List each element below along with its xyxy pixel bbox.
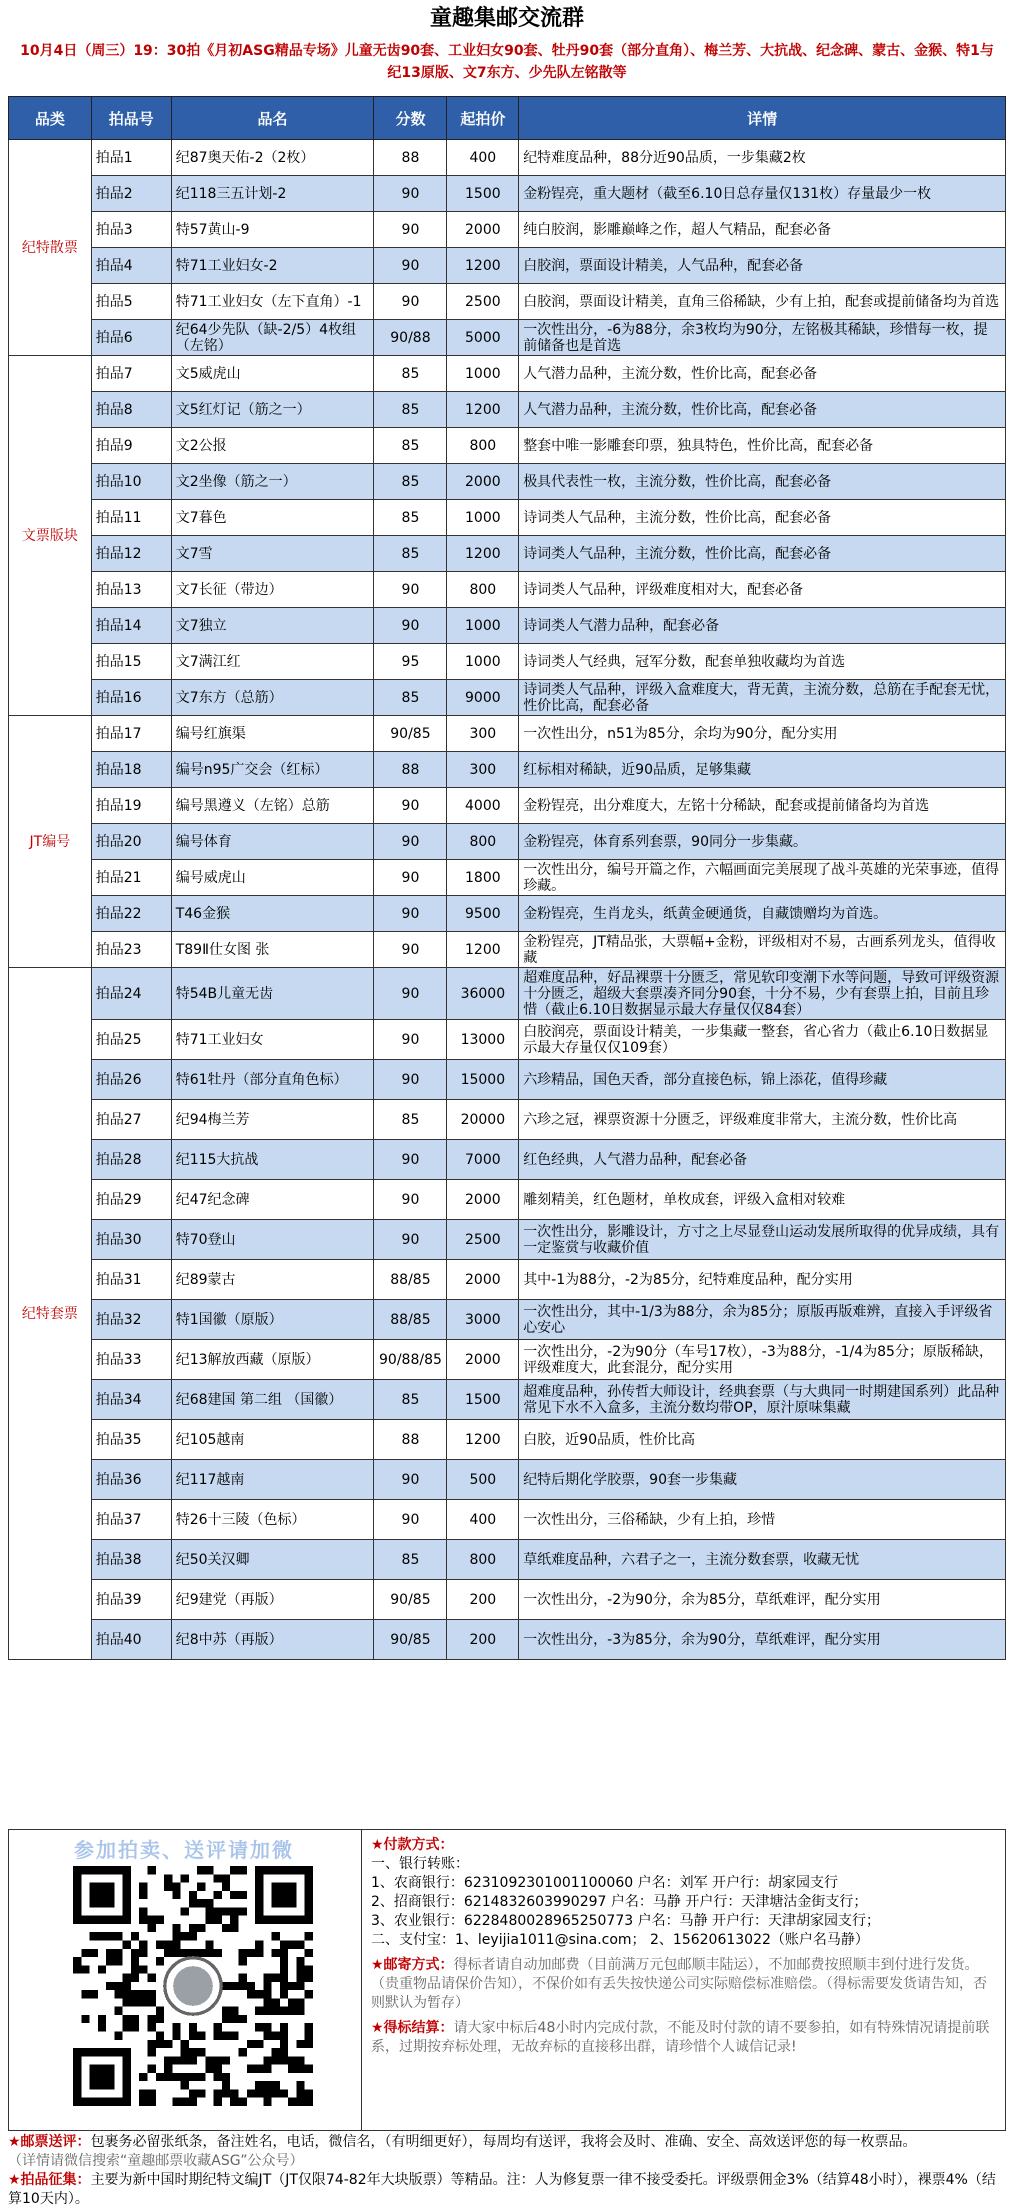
name-cell: 文2公报 <box>171 428 374 464</box>
price-cell: 36000 <box>447 968 519 1020</box>
name-cell: 纪8中苏（再版） <box>171 1620 374 1660</box>
name-cell: 纪115大抗战 <box>171 1140 374 1180</box>
name-cell: 纪9建党（再版） <box>171 1580 374 1620</box>
winner-label: ★得标结算： <box>371 2020 454 2036</box>
table-header-row <box>9 97 1006 140</box>
auction-table <box>8 96 1006 1660</box>
table-row <box>9 1300 1006 1340</box>
name-cell: 纪64少先队（缺-2/5）4枚组（左铭） <box>171 320 374 356</box>
price-cell: 1000 <box>447 500 519 536</box>
detail-cell: 一次性出分，三俗稀缺，少有上拍，珍惜 <box>519 1500 1006 1540</box>
score-cell: 88/85 <box>374 1300 447 1340</box>
lot-cell: 拍品17 <box>91 716 171 752</box>
detail-cell: 一次性出分，其中-1/3为88分，余为85分；原版再版难辨，直接入手评级省心安心 <box>519 1300 1006 1340</box>
collect-info <box>8 2171 1006 2209</box>
price-cell: 300 <box>447 716 519 752</box>
score-cell: 90 <box>374 788 447 824</box>
table-row <box>9 284 1006 320</box>
table-row <box>9 1620 1006 1660</box>
header-score: 分数 <box>374 97 447 140</box>
lot-cell: 拍品22 <box>91 896 171 932</box>
category-cell: 纪特套票 <box>9 968 92 1660</box>
detail-cell: 雕刻精美，红色题材，单枚成套，评级入盒相对较难 <box>519 1180 1006 1220</box>
lot-cell: 拍品38 <box>91 1540 171 1580</box>
lot-cell: 拍品40 <box>91 1620 171 1660</box>
table-row <box>9 1500 1006 1540</box>
detail-cell: 一次性出分，-6为88分，余3枚均为90分，左铭极其稀缺，珍惜每一枚，提前储备也是首选 <box>519 320 1006 356</box>
name-cell: 文7独立 <box>171 608 374 644</box>
name-cell: 纪50关汉卿 <box>171 1540 374 1580</box>
name-cell: 文5红灯记（筋之一） <box>171 392 374 428</box>
detail-cell: 一次性出分，-2为90分（车号17枚），-3为88分，-1/4为85分；原版稀缺，评级难度大，此套混分，配分实用 <box>519 1340 1006 1380</box>
score-cell: 90 <box>374 608 447 644</box>
header-lot: 拍品号 <box>91 97 171 140</box>
auction-table-body <box>9 140 1006 1660</box>
lot-cell: 拍品32 <box>91 1300 171 1340</box>
send-info <box>8 2133 1006 2152</box>
table-row <box>9 716 1006 752</box>
score-cell: 85 <box>374 680 447 716</box>
name-cell: 纪94梅兰芳 <box>171 1100 374 1140</box>
table-row <box>9 1580 1006 1620</box>
detail-cell: 诗词类人气经典，冠军分数，配套单独收藏均为首选 <box>519 644 1006 680</box>
table-row <box>9 248 1006 284</box>
score-cell: 90/85 <box>374 1580 447 1620</box>
score-cell: 85 <box>374 392 447 428</box>
table-row <box>9 1140 1006 1180</box>
price-cell: 2000 <box>447 212 519 248</box>
score-cell: 85 <box>374 428 447 464</box>
detail-cell: 诗词类人气潜力品种，配套必备 <box>519 608 1006 644</box>
collect-label: ★拍品征集： <box>8 2172 91 2188</box>
name-cell: 文7满江红 <box>171 644 374 680</box>
table-row <box>9 644 1006 680</box>
name-cell: 特71工业妇女 <box>171 1020 374 1060</box>
price-cell: 9500 <box>447 896 519 932</box>
name-cell: 纪87奥天佑-2（2枚） <box>171 140 374 176</box>
price-cell: 1200 <box>447 536 519 572</box>
score-cell: 90 <box>374 572 447 608</box>
category-cell: 文票版块 <box>9 356 92 716</box>
name-cell: 特26十三陵（色标） <box>171 1500 374 1540</box>
table-row <box>9 464 1006 500</box>
table-row <box>9 572 1006 608</box>
price-cell: 13000 <box>447 1020 519 1060</box>
detail-cell: 一次性出分，编号开篇之作，六幅画面完美展现了战斗英雄的光荣事迹，值得珍藏。 <box>519 860 1006 896</box>
category-cell: 纪特散票 <box>9 140 92 356</box>
table-row <box>9 212 1006 248</box>
lot-cell: 拍品8 <box>91 392 171 428</box>
lot-cell: 拍品28 <box>91 1140 171 1180</box>
price-cell: 1000 <box>447 644 519 680</box>
score-cell: 85 <box>374 536 447 572</box>
price-cell: 9000 <box>447 680 519 716</box>
table-row <box>9 140 1006 176</box>
detail-cell: 其中-1为88分，-2为85分，纪特难度品种，配分实用 <box>519 1260 1006 1300</box>
table-row <box>9 752 1006 788</box>
detail-cell: 极具代表性一枚，主流分数，性价比高，配套必备 <box>519 464 1006 500</box>
price-cell: 2000 <box>447 1260 519 1300</box>
score-cell: 90 <box>374 860 447 896</box>
footer <box>8 2133 1006 2209</box>
table-row <box>9 824 1006 860</box>
name-cell: 编号红旗渠 <box>171 716 374 752</box>
table-row <box>9 356 1006 392</box>
name-cell: T46金猴 <box>171 896 374 932</box>
name-cell: 特71工业妇女-2 <box>171 248 374 284</box>
score-cell: 85 <box>374 464 447 500</box>
bank-account-3: 3、农业银行：6228480028965250773 户名：马静 开户行：天津胡家园支行； <box>371 1913 881 1929</box>
name-cell: 纪89蒙古 <box>171 1260 374 1300</box>
detail-cell: 六珍之冠，裸票资源十分匮乏，评级难度非常大，主流分数，性价比高 <box>519 1100 1006 1140</box>
detail-cell: 诗词类人气品种，评级入盒难度大，背无黄，主流分数，总筋在手配套无忧，性价比高，配套必备 <box>519 680 1006 716</box>
price-cell: 2500 <box>447 284 519 320</box>
lot-cell: 拍品9 <box>91 428 171 464</box>
score-cell: 88 <box>374 140 447 176</box>
detail-cell: 金粉锃亮，体育系列套票，90同分一步集藏。 <box>519 824 1006 860</box>
detail-cell: 一次性出分，n51为85分，余均为90分，配分实用 <box>519 716 1006 752</box>
table-row <box>9 968 1006 1020</box>
table-row <box>9 788 1006 824</box>
name-cell: 编号威虎山 <box>171 860 374 896</box>
price-cell: 20000 <box>447 1100 519 1140</box>
price-cell: 1200 <box>447 392 519 428</box>
score-cell: 88 <box>374 752 447 788</box>
name-cell: 文7长征（带边） <box>171 572 374 608</box>
price-cell: 1200 <box>447 932 519 968</box>
detail-cell: 草纸难度品种，六君子之一，主流分数套票，收藏无忧 <box>519 1540 1006 1580</box>
price-cell: 1500 <box>447 1380 519 1420</box>
detail-cell: 白胶，近90品质，性价比高 <box>519 1420 1006 1460</box>
score-cell: 90 <box>374 176 447 212</box>
price-cell: 300 <box>447 752 519 788</box>
payment-title: ★付款方式： <box>371 1837 454 1853</box>
header-price: 起拍价 <box>447 97 519 140</box>
price-cell: 2000 <box>447 1340 519 1380</box>
category-cell: JT编号 <box>9 716 92 968</box>
name-cell: 文2坐像（筋之一） <box>171 464 374 500</box>
detail-cell: 一次性出分，-3为85分，余为90分，草纸难评，配分实用 <box>519 1620 1006 1660</box>
score-cell: 90 <box>374 212 447 248</box>
detail-cell: 一次性出分，-2为90分，余为85分，草纸难评，配分实用 <box>519 1580 1006 1620</box>
lot-cell: 拍品30 <box>91 1220 171 1260</box>
score-cell: 90 <box>374 284 447 320</box>
price-cell: 1200 <box>447 248 519 284</box>
lot-cell: 拍品31 <box>91 1260 171 1300</box>
name-cell: 特1国徽（原版） <box>171 1300 374 1340</box>
mailing-text: 得标者请自动加邮费（目前满万元包邮顺丰陆运），不加邮费按照顺丰到付进行发货。（贵重物品请保价告知），不保价如有丢失按快递公司实际赔偿标准赔偿。（得标需要发货请告知，否则默认为暂存） <box>371 1957 987 2011</box>
name-cell: 纪47纪念碑 <box>171 1180 374 1220</box>
name-cell: 文5威虎山 <box>171 356 374 392</box>
score-cell: 90 <box>374 968 447 1020</box>
detail-cell: 金粉锃亮，重大题材（截至6.10日总存量仅131枚）存量最少一枚 <box>519 176 1006 212</box>
lot-cell: 拍品13 <box>91 572 171 608</box>
lot-cell: 拍品25 <box>91 1020 171 1060</box>
table-row <box>9 1420 1006 1460</box>
name-cell: 文7雪 <box>171 536 374 572</box>
name-cell: 纪105越南 <box>171 1420 374 1460</box>
price-cell: 1000 <box>447 608 519 644</box>
name-cell: 特54B儿童无齿 <box>171 968 374 1020</box>
winner-info <box>371 2019 999 2057</box>
name-cell: 纪118三五计划-2 <box>171 176 374 212</box>
score-cell: 90 <box>374 896 447 932</box>
table-row <box>9 1100 1006 1140</box>
lot-cell: 拍品18 <box>91 752 171 788</box>
price-cell: 5000 <box>447 320 519 356</box>
detail-cell: 金粉锃亮，生肖龙头，纸黄金硬通货，自藏馈赠均为首选。 <box>519 896 1006 932</box>
price-cell: 1500 <box>447 176 519 212</box>
score-cell: 85 <box>374 1380 447 1420</box>
lot-cell: 拍品24 <box>91 968 171 1020</box>
table-row <box>9 1460 1006 1500</box>
bank-transfer-title: 一、银行转账： <box>371 1856 469 1872</box>
lot-cell: 拍品16 <box>91 680 171 716</box>
score-cell: 90 <box>374 1020 447 1060</box>
score-cell: 90 <box>374 824 447 860</box>
detail-cell: 超难度品种，孙传哲大师设计，经典套票（与大典同一时期建国系列）此品种常见下水不入盒多，主流分数均带OP，原汁原味集藏 <box>519 1380 1006 1420</box>
price-cell: 1200 <box>447 1420 519 1460</box>
name-cell: 特71工业妇女（左下直角）-1 <box>171 284 374 320</box>
price-cell: 200 <box>447 1580 519 1620</box>
qr-caption: 参加拍卖、送评请加微 <box>74 1838 294 1862</box>
bank-account-2: 2、招商银行：6214832603990297 户名：马静 开户行：天津塘沽金街支行； <box>371 1894 868 1910</box>
detail-cell: 超难度品种，好品裸票十分匮乏，常见软印变潮下水等问题，导致可评级资源十分匮乏，超级大套票凑齐同分90套，十分不易，少有套票上拍，目前且珍惜（截止6.10日数据显示最大存量仅仅84套） <box>519 968 1006 1020</box>
lot-cell: 拍品26 <box>91 1060 171 1100</box>
send-note: （详情请微信搜索“童趣邮票收藏ASG”公众号） <box>8 2153 304 2169</box>
price-cell: 400 <box>447 140 519 176</box>
price-cell: 200 <box>447 1620 519 1660</box>
lot-cell: 拍品33 <box>91 1340 171 1380</box>
page-title: 童趣集邮交流群 <box>429 6 584 31</box>
table-row <box>9 932 1006 968</box>
price-cell: 400 <box>447 1500 519 1540</box>
price-cell: 4000 <box>447 788 519 824</box>
price-cell: 500 <box>447 1460 519 1500</box>
score-cell: 90 <box>374 1460 447 1500</box>
lot-cell: 拍品20 <box>91 824 171 860</box>
lot-cell: 拍品21 <box>91 860 171 896</box>
detail-cell: 诗词类人气品种，主流分数，性价比高，配套必备 <box>519 500 1006 536</box>
table-row <box>9 176 1006 212</box>
lot-cell: 拍品19 <box>91 788 171 824</box>
lot-cell: 拍品2 <box>91 176 171 212</box>
score-cell: 85 <box>374 356 447 392</box>
detail-cell: 纪特后期化学胶票，90套一步集藏 <box>519 1460 1006 1500</box>
name-cell: 文7暮色 <box>171 500 374 536</box>
name-cell: 特70登山 <box>171 1220 374 1260</box>
name-cell: 编号黑遵义（左铭）总筋 <box>171 788 374 824</box>
lot-cell: 拍品12 <box>91 536 171 572</box>
lot-cell: 拍品36 <box>91 1460 171 1500</box>
score-cell: 90 <box>374 1140 447 1180</box>
score-cell: 90 <box>374 1220 447 1260</box>
detail-cell: 纯白胶润，影雕巅峰之作，超人气精品，配套必备 <box>519 212 1006 248</box>
detail-cell: 白胶润，票面设计精美，人气品种，配套必备 <box>519 248 1006 284</box>
table-row <box>9 1260 1006 1300</box>
score-cell: 85 <box>374 1540 447 1580</box>
price-cell: 2000 <box>447 464 519 500</box>
score-cell: 85 <box>374 500 447 536</box>
detail-cell: 人气潜力品种，主流分数，性价比高，配套必备 <box>519 392 1006 428</box>
table-row <box>9 608 1006 644</box>
detail-cell: 金粉锃亮，出分难度大，左铭十分稀缺，配套或提前储备均为首选 <box>519 788 1006 824</box>
payment-info <box>365 1830 1005 2130</box>
mailing-info <box>371 1956 999 2013</box>
lot-cell: 拍品6 <box>91 320 171 356</box>
table-row <box>9 896 1006 932</box>
send-text: 包裹务必留张纸条，备注姓名，电话，微信名，（有明细更好），每周均有送评，我将会及时、准确、安全、高效送评您的每一枚票品。 <box>90 2134 917 2150</box>
qr-section <box>9 1830 362 2130</box>
lot-cell: 拍品11 <box>91 500 171 536</box>
table-row <box>9 1540 1006 1580</box>
lot-cell: 拍品35 <box>91 1420 171 1460</box>
lot-cell: 拍品7 <box>91 356 171 392</box>
table-row <box>9 1220 1006 1260</box>
lot-cell: 拍品14 <box>91 608 171 644</box>
score-cell: 88/85 <box>374 1260 447 1300</box>
price-cell: 800 <box>447 824 519 860</box>
price-cell: 800 <box>447 572 519 608</box>
score-cell: 85 <box>374 1100 447 1140</box>
price-cell: 2000 <box>447 1180 519 1220</box>
lot-cell: 拍品1 <box>91 140 171 176</box>
lot-cell: 拍品37 <box>91 1500 171 1540</box>
header-name: 品名 <box>171 97 374 140</box>
score-cell: 95 <box>374 644 447 680</box>
table-row <box>9 1060 1006 1100</box>
lot-cell: 拍品39 <box>91 1580 171 1620</box>
header-detail: 详情 <box>519 97 1006 140</box>
name-cell: 编号n95广交会（红标） <box>171 752 374 788</box>
table-row <box>9 1340 1006 1380</box>
score-cell: 90 <box>374 932 447 968</box>
detail-cell: 整套中唯一影雕套印票，独具特色，性价比高，配套必备 <box>519 428 1006 464</box>
detail-cell: 红标相对稀缺，近90品质，足够集藏 <box>519 752 1006 788</box>
lot-cell: 拍品3 <box>91 212 171 248</box>
name-cell: 特57黄山-9 <box>171 212 374 248</box>
table-row <box>9 1380 1006 1420</box>
score-cell: 90/88/85 <box>374 1340 447 1380</box>
lot-cell: 拍品27 <box>91 1100 171 1140</box>
table-row <box>9 320 1006 356</box>
name-cell: 编号体育 <box>171 824 374 860</box>
table-row <box>9 536 1006 572</box>
score-cell: 90 <box>374 1500 447 1540</box>
price-cell: 1000 <box>447 356 519 392</box>
score-cell: 90 <box>374 1180 447 1220</box>
detail-cell: 金粉锃亮，JT精品张，大票幅+金粉，评级相对不易，古画系列龙头，值得收藏 <box>519 932 1006 968</box>
lot-cell: 拍品5 <box>91 284 171 320</box>
table-row <box>9 860 1006 896</box>
price-cell: 7000 <box>447 1140 519 1180</box>
score-cell: 90/85 <box>374 716 447 752</box>
score-cell: 90/85 <box>374 1620 447 1660</box>
score-cell: 88 <box>374 1420 447 1460</box>
winner-text: 请大家中标后48小时内完成付款，不能及时付款的请不要参拍，如有特殊情况请提前联系，过期按弃标处理，无故弃标的直接移出群，请珍惜个人诚信记录! <box>371 2020 990 2055</box>
detail-cell: 白胶润亮，票面设计精美，一步集藏一整套，省心省力（截止6.10日数据显示最大存量仅仅109套） <box>519 1020 1006 1060</box>
send-label: ★邮票送评： <box>8 2134 91 2150</box>
alipay-account: 二、支付宝：1、leyijia1011@sina.com； 2、15620613022（账户名马静） <box>371 1932 869 1948</box>
info-panel <box>8 1829 1006 2131</box>
lot-cell: 拍品10 <box>91 464 171 500</box>
lot-cell: 拍品29 <box>91 1180 171 1220</box>
price-cell: 800 <box>447 1540 519 1580</box>
lot-cell: 拍品34 <box>91 1380 171 1420</box>
wechat-qr-code <box>73 1866 313 2106</box>
table-row <box>9 1180 1006 1220</box>
table-row <box>9 680 1006 716</box>
price-cell: 15000 <box>447 1060 519 1100</box>
lot-cell: 拍品23 <box>91 932 171 968</box>
auction-subtitle: 10月4日（周三）19：30拍《月初ASG精品专场》儿童无齿90套、工业妇女90套、牡丹90套（部分直角）、梅兰芳、大抗战、纪念碑、蒙古、金猴、特1与纪13原版、文7东方、少先队左铭散等 <box>20 43 994 81</box>
score-cell: 90/88 <box>374 320 447 356</box>
mailing-label: ★邮寄方式： <box>371 1957 454 1973</box>
detail-cell: 六珍精品，国色天香，部分直接色标，锦上添花，值得珍藏 <box>519 1060 1006 1100</box>
detail-cell: 红色经典，人气潜力品种，配套必备 <box>519 1140 1006 1180</box>
table-row <box>9 428 1006 464</box>
price-cell: 2500 <box>447 1220 519 1260</box>
detail-cell: 纪特难度品种，88分近90品质，一步集藏2枚 <box>519 140 1006 176</box>
name-cell: 纪68建国 第二组 （国徽） <box>171 1380 374 1420</box>
score-cell: 90 <box>374 248 447 284</box>
detail-cell: 人气潜力品种，主流分数，性价比高，配套必备 <box>519 356 1006 392</box>
price-cell: 1800 <box>447 860 519 896</box>
detail-cell: 白胶润，票面设计精美，直角三俗稀缺，少有上拍，配套或提前储备均为首选 <box>519 284 1006 320</box>
price-cell: 800 <box>447 428 519 464</box>
detail-cell: 诗词类人气品种，主流分数，性价比高，配套必备 <box>519 536 1006 572</box>
lot-cell: 拍品15 <box>91 644 171 680</box>
name-cell: T89Ⅱ仕女图 张 <box>171 932 374 968</box>
table-row <box>9 1020 1006 1060</box>
price-cell: 3000 <box>447 1300 519 1340</box>
table-row <box>9 392 1006 428</box>
detail-cell: 一次性出分，影雕设计，方寸之上尽显登山运动发展所取得的优异成绩，具有一定鉴赏与收藏价值 <box>519 1220 1006 1260</box>
name-cell: 纪117越南 <box>171 1460 374 1500</box>
bank-account-1: 1、农商银行：6231092301001100060 户名：刘军 开户行：胡家园支行 <box>371 1875 839 1891</box>
name-cell: 纪13解放西藏（原版） <box>171 1340 374 1380</box>
detail-cell: 诗词类人气品种，评级难度相对大，配套必备 <box>519 572 1006 608</box>
collect-text: 主要为新中国时期纪特文编JT（JT仅限74-82年大块版票）等精品。注：人为修复票一律不接受委托。评级票佣金3%（结算48小时），裸票4%（结算10天内）。 <box>8 2172 996 2207</box>
name-cell: 特61牡丹（部分直角色标） <box>171 1060 374 1100</box>
table-row <box>9 500 1006 536</box>
lot-cell: 拍品4 <box>91 248 171 284</box>
name-cell: 文7东方（总筋） <box>171 680 374 716</box>
header-category: 品类 <box>9 97 92 140</box>
score-cell: 90 <box>374 1060 447 1100</box>
